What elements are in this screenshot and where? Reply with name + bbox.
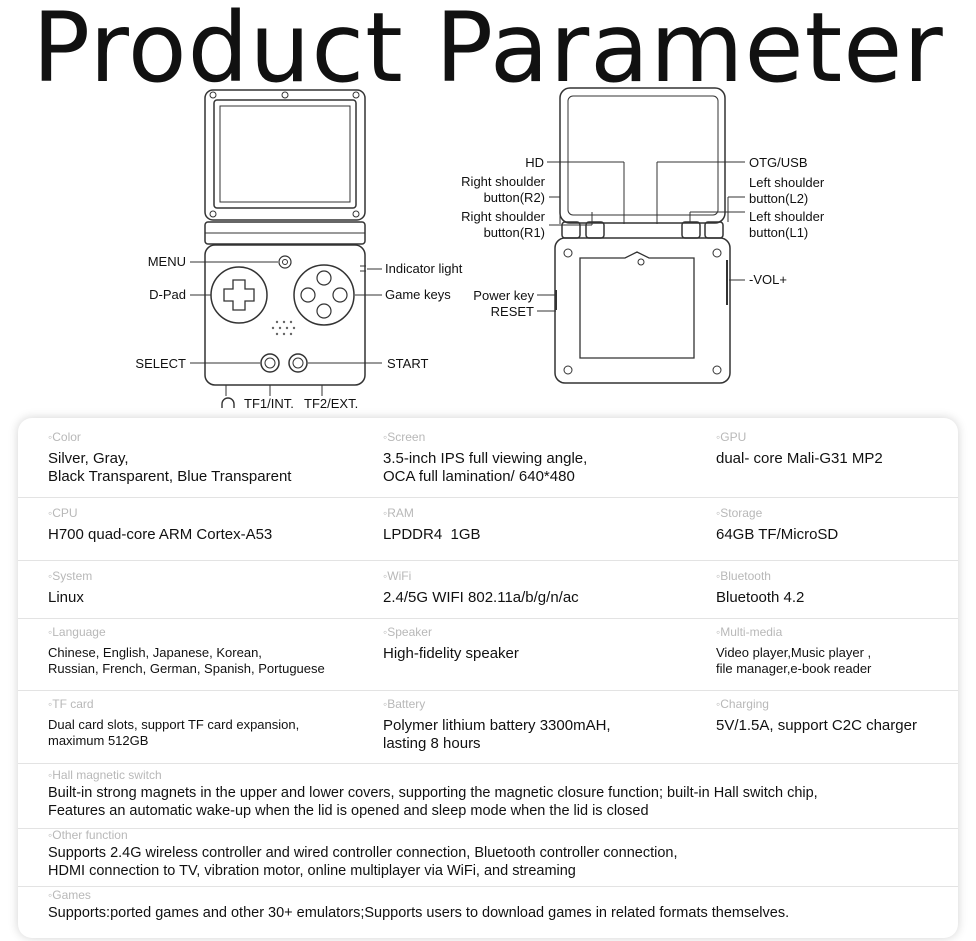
spec-label: ◦Screen (383, 430, 426, 444)
row-divider (18, 886, 958, 887)
spec-value: 3.5-inch IPS full viewing angle, OCA full lamination/ 640*480 (383, 450, 588, 485)
back-lid (560, 88, 725, 223)
spec-value: Supports:ported games and other 30+ emulators;Supports users to download games in related formats themselves. (48, 905, 790, 921)
spec-value: Polymer lithium battery 3300mAH, lasting 8 hours (383, 717, 611, 752)
select-button-shape (261, 354, 279, 372)
spec-panel (18, 418, 958, 938)
spec-value: LPDDR4 1GB (383, 526, 481, 543)
label-otg-usb: OTG/USB (749, 155, 808, 170)
spec-value: 64GB TF/MicroSD (716, 526, 839, 543)
row-divider (18, 497, 958, 498)
spec-value: Bluetooth 4.2 (716, 589, 805, 606)
label-power-key: Power key (473, 288, 534, 303)
label-r2: Right shoulder button(R2) (461, 174, 545, 205)
spec-label: ◦Language (48, 625, 106, 639)
row-divider (18, 690, 958, 691)
spec-gpu (716, 430, 956, 468)
label-select: SELECT (135, 356, 186, 371)
spec-label: ◦GPU (716, 430, 747, 444)
abxy-ring (294, 265, 354, 325)
label-indicator-light: Indicator light (385, 261, 463, 276)
spec-bluetooth (716, 569, 956, 607)
spec-storage (716, 506, 956, 544)
spec-label: ◦Storage (716, 506, 763, 520)
row-divider (18, 618, 958, 619)
spec-value: Silver, Gray, Black Transparent, Blue Transparent (48, 450, 292, 485)
spec-label: ◦System (48, 569, 93, 583)
r1-shape (586, 222, 604, 238)
label-hd: HD (525, 155, 544, 170)
spec-value: Video player,Music player , file manager,e-book reader (716, 645, 872, 676)
spec-label: ◦RAM (383, 506, 414, 520)
row-divider (18, 763, 958, 764)
headphone-icon (222, 398, 234, 408)
spec-label: ◦Speaker (383, 625, 432, 639)
l2-shape (682, 222, 700, 238)
front-screen (220, 106, 350, 202)
spec-value: Chinese, English, Japanese, Korean, Russian, French, German, Spanish, Portuguese (48, 645, 325, 676)
spec-cpu (48, 506, 358, 544)
spec-screen (383, 430, 693, 486)
spec-label: ◦Multi-media (716, 625, 783, 639)
spec-label: ◦Battery (383, 697, 426, 711)
dpad-ring (211, 267, 267, 323)
label-tf1: TF1/INT. (244, 396, 294, 411)
label-menu: MENU (147, 254, 186, 269)
l1-shape (705, 222, 723, 238)
spec-charging (716, 697, 956, 735)
spec-hall-switch (48, 768, 953, 820)
page-title: Product Parameter (32, 0, 944, 104)
spec-value: 5V/1.5A, support C2C charger (716, 717, 917, 734)
spec-label: ◦CPU (48, 506, 78, 520)
dpad-icon (224, 280, 254, 310)
label-vol: -VOL+ (749, 272, 787, 287)
spec-battery (383, 697, 693, 753)
spec-speaker (383, 625, 693, 663)
label-reset: RESET (490, 304, 534, 319)
label-dpad: D-Pad (149, 287, 186, 302)
spec-color (48, 430, 358, 486)
spec-label: ◦Bluetooth (716, 569, 771, 583)
label-start: START (387, 356, 429, 371)
spec-value: H700 quad-core ARM Cortex-A53 (48, 526, 273, 543)
spec-system (48, 569, 358, 607)
spec-label: ◦Charging (716, 697, 769, 711)
start-button-shape (289, 354, 307, 372)
spec-value: 2.4/5G WIFI 802.11a/b/g/n/ac (383, 589, 579, 606)
front-base (205, 245, 365, 385)
label-r1: Right shoulder button(R1) (461, 209, 545, 240)
label-l1: Left shoulder button(L1) (749, 209, 825, 240)
battery-cover (580, 252, 694, 358)
spec-ram (383, 506, 693, 544)
spec-label: ◦Color (48, 430, 81, 444)
spec-wifi (383, 569, 693, 607)
spec-other-function (48, 828, 953, 880)
spec-label: ◦Other function (48, 828, 128, 842)
menu-button-shape (279, 256, 291, 268)
spec-label: ◦TF card (48, 697, 94, 711)
spec-language (48, 625, 368, 677)
spec-label: ◦Hall magnetic switch (48, 768, 162, 782)
spec-value: dual- core Mali-G31 MP2 (716, 450, 883, 467)
spec-label: ◦Games (48, 888, 91, 902)
spec-label: ◦WiFi (383, 569, 412, 583)
front-lid (205, 90, 365, 220)
spec-value: Built-in strong magnets in the upper and lower covers, supporting the magnetic closure function; built-in Hall switch chip, Features an automatic wake-up when the lid is opened and sleep mode when the lid is closed (48, 785, 818, 819)
spec-games (48, 888, 953, 922)
spec-value: Supports 2.4G wireless controller and wired controller connection, Bluetooth controller connection, HDMI connection to TV, vibration motor, online multiplayer via WiFi, and streaming (48, 845, 678, 879)
row-divider (18, 560, 958, 561)
spec-value: Dual card slots, support TF card expansion, maximum 512GB (48, 717, 300, 748)
spec-tf-card (48, 697, 368, 749)
spec-value: Linux (48, 589, 84, 606)
spec-multimedia (716, 625, 956, 677)
label-game-keys: Game keys (385, 287, 451, 302)
front-screen-bezel (214, 100, 356, 208)
spec-value: High-fidelity speaker (383, 645, 519, 662)
label-l2: Left shoulder button(L2) (749, 175, 825, 206)
r2-shape (562, 222, 580, 238)
label-tf2: TF2/EXT. (304, 396, 359, 411)
